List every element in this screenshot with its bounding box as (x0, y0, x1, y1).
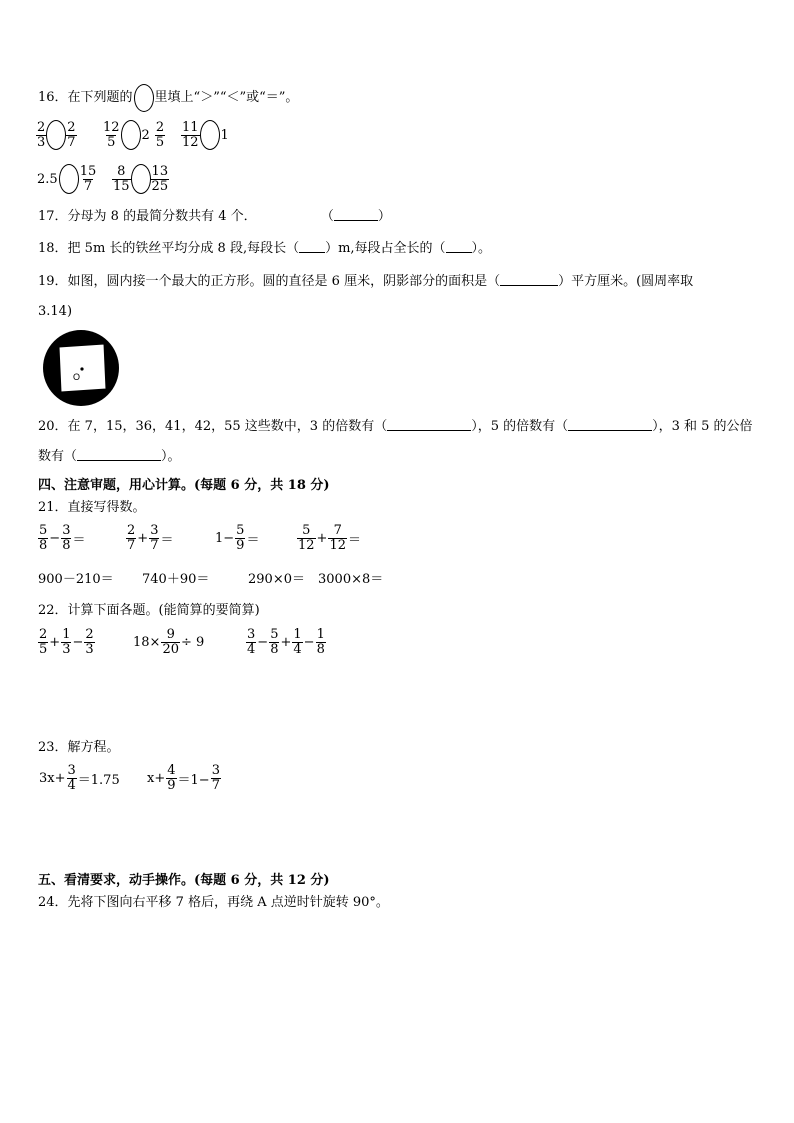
fraction: $\frac{12}{5}$ (103, 119, 120, 150)
fraction: $\frac{15}{7}$ (79, 163, 97, 194)
q16-item-5 (112, 164, 169, 194)
center-label: O (73, 372, 81, 382)
fraction: $\frac{2}{5}$ (155, 119, 165, 150)
fraction: $\frac{2}{7}$ (127, 523, 136, 553)
operator: − (72, 635, 84, 650)
fraction: $\frac{3}{7}$ (150, 523, 159, 553)
q16-item-2 (102, 120, 165, 150)
answer-blank[interactable] (77, 448, 161, 461)
q20-line2 (38, 448, 181, 465)
fraction: $\frac{7}{12}$ (329, 523, 346, 553)
answer-blank[interactable] (446, 240, 472, 253)
fraction: $\frac{3}{4}$ (67, 763, 76, 793)
equation-rhs: ＝1.75 (77, 773, 120, 788)
q21-row2-expr-2: 740＋90＝ (142, 572, 210, 587)
equals: ＝ (160, 533, 174, 548)
fraction: $\frac{1}{4}$ (293, 627, 302, 657)
answer-oval[interactable] (46, 120, 66, 150)
q21-expr-3 (214, 524, 260, 553)
q17 (38, 208, 391, 225)
section-4-title: 四、注意审题，用心计算。(每题 6 分，共 18 分) (38, 478, 330, 493)
q20-text: ），5 的倍数有（ (471, 419, 569, 434)
fraction: $\frac{5}{9}$ (236, 523, 245, 553)
q21-expr-2 (126, 524, 174, 553)
answer-oval[interactable] (134, 84, 154, 112)
fraction: $\frac{8}{15}$ (113, 163, 130, 194)
q18 (38, 240, 491, 257)
fraction: $\frac{5}{12}$ (298, 523, 315, 553)
decimal-number: 2.5 (37, 171, 58, 187)
fraction: $\frac{9}{20}$ (162, 627, 179, 657)
q21-title: 21．直接写得数。 (38, 500, 146, 515)
q21-expr-1 (38, 524, 86, 553)
q18-text: 18．把 5m 长的铁丝平均分成 8 段,每段长（ (38, 241, 300, 256)
equation-rhs: ＝1− (177, 773, 210, 788)
answer-blank[interactable] (299, 240, 325, 253)
q19-line1 (38, 273, 693, 290)
q20-text: 数有（ (38, 449, 78, 464)
fraction: $\frac{2}{5}$ (39, 627, 48, 657)
whole-number: 1 (220, 127, 229, 143)
fraction: $\frac{2}{7}$ (67, 119, 76, 150)
operator: + (49, 635, 61, 650)
q19-text: ）平方厘米。(圆周率取 (558, 274, 694, 289)
fraction: $\frac{1}{3}$ (62, 627, 71, 657)
fraction: $\frac{11}{12}$ (182, 119, 199, 150)
q21-row2-expr-4: 3000×8＝ (318, 572, 384, 587)
fraction: $\frac{1}{8}$ (316, 627, 325, 657)
q16-item-3 (181, 120, 230, 150)
fraction: $\frac{3}{4}$ (247, 627, 256, 657)
center-dot (80, 367, 83, 370)
operator: − (303, 635, 315, 650)
q23-equation-2 (146, 764, 221, 793)
operator: − (49, 531, 61, 546)
q18-text: ）m,每段占全长的（ (325, 241, 446, 256)
q16-item-4 (36, 164, 97, 194)
q20-text: ），3 和 5 的公倍 (652, 419, 753, 434)
q21-row2-expr-1: 900－210＝ (38, 572, 114, 587)
answer-oval[interactable] (59, 164, 79, 194)
fraction: $\frac{13}{25}$ (151, 163, 169, 194)
answer-blank[interactable] (334, 208, 378, 221)
q16-suffix: 里填上“＞”“＜”或“＝”。 (154, 90, 299, 105)
equals: ＝ (246, 533, 260, 548)
section-5-title: 五、看清要求，动手操作。(每题 6 分，共 12 分) (38, 873, 330, 888)
answer-oval[interactable] (200, 120, 220, 150)
q20-text: ）。 (161, 449, 181, 464)
operator: + (137, 531, 149, 546)
paren: （ (320, 209, 334, 224)
q16-prompt (38, 84, 298, 112)
q19-figure (38, 328, 124, 408)
q17-text: 17．分母为 8 的最简分数共有 4 个． (38, 209, 257, 224)
operator: + (316, 531, 328, 546)
q22-expr-3 (246, 628, 326, 657)
equals: ＝ (72, 533, 86, 548)
answer-blank[interactable] (568, 418, 652, 431)
fraction: $\frac{5}{8}$ (39, 523, 48, 553)
answer-blank[interactable] (500, 273, 558, 286)
fraction: $\frac{2}{3}$ (37, 119, 46, 150)
operator: + (280, 635, 292, 650)
answer-oval[interactable] (121, 120, 141, 150)
whole-times: 18× (133, 635, 161, 650)
operator: − (257, 635, 269, 650)
q20-text: 20．在 7，15，36，41，42，55 这些数中，3 的倍数有（ (38, 419, 388, 434)
whole-minus: 1− (215, 531, 235, 546)
q23-equation-1 (38, 764, 121, 793)
fraction: $\frac{4}{9}$ (167, 763, 176, 793)
q21-expr-4 (297, 524, 362, 553)
fraction: $\frac{3}{8}$ (62, 523, 71, 553)
q24-text: 24．先将下图向右平移 7 格后，再绕 A 点逆时针旋转 90°。 (38, 895, 389, 910)
q19-line2: 3.14) (38, 304, 73, 319)
fraction: $\frac{2}{3}$ (85, 627, 94, 657)
q16-prefix: 16．在下列题的 (38, 90, 133, 105)
q23-title: 23．解方程。 (38, 740, 120, 755)
q21-row2-expr-3: 290×0＝ (248, 572, 305, 587)
q22-title: 22．计算下面各题。(能简算的要简算) (38, 603, 260, 618)
fraction: $\frac{5}{8}$ (270, 627, 279, 657)
fraction: $\frac{3}{7}$ (211, 763, 220, 793)
whole-number: 2 (141, 127, 150, 143)
q18-text: ）。 (471, 241, 492, 256)
q20-line1 (38, 418, 753, 435)
equation-prefix: x+ (147, 771, 166, 786)
answer-oval[interactable] (131, 164, 151, 194)
q22-expr-2 (132, 628, 205, 657)
equals: ＝ (348, 533, 362, 548)
equation-prefix: 3x+ (39, 771, 66, 786)
answer-blank[interactable] (387, 418, 471, 431)
divide-tail: ÷ 9 (180, 635, 205, 650)
paren: ） (377, 209, 391, 224)
q19-text: 19．如图，圆内接一个最大的正方形。圆的直径是 6 厘米，阴影部分的面积是（ (38, 274, 501, 289)
q16-item-1 (36, 120, 77, 150)
q22-expr-1 (38, 628, 95, 657)
